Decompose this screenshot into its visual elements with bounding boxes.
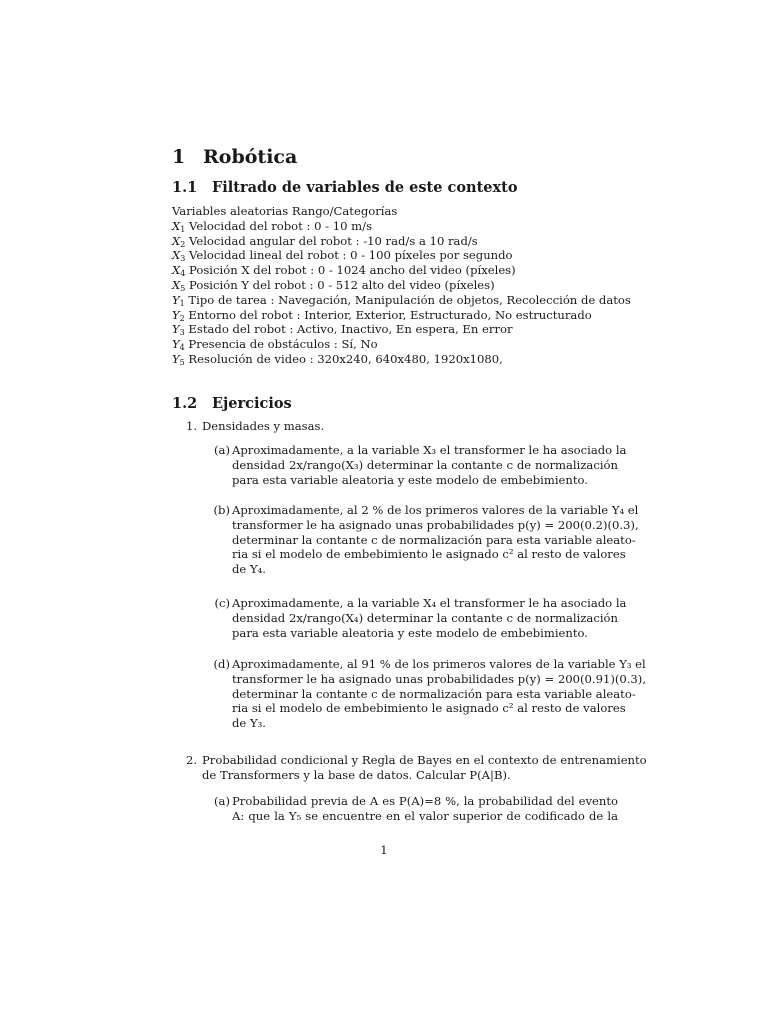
- variable-row: $X_5$ Posición Y del robot : 0 - 512 alto del video (píxeles): [172, 277, 495, 293]
- variables-list: [172, 204, 631, 367]
- item-text: Aproximadamente, al 91 % de los primeros valores de la variable Y₃ el transformer le ha asignado unas probabilidades p(y) = 200(0.91)(0.3), determinar la contante c de normalización para esta variable aleato- ria si el modelo de embebimiento le asignado c² al resto de valores de Y₃.: [232, 657, 647, 731]
- exercise-text: Probabilidad condicional y Regla de Bayes en el contexto de entrenamiento de Transformers y la base de datos. Calcular P(A|B).: [202, 753, 647, 782]
- variable-row: $X_4$ Posición X del robot : 0 - 1024 ancho del video (píxeles): [172, 263, 516, 279]
- exercise-number: 1.: [186, 419, 198, 433]
- subsection-title: Ejercicios: [212, 395, 292, 412]
- variable-row: $Y_1$ Tipo de tarea : Navegación, Manipulación de objetos, Recolección de datos: [172, 292, 631, 308]
- item-label: (a): [214, 794, 230, 808]
- variable-row: $X_3$ Velocidad lineal del robot : 0 - 100 píxeles por segundo: [172, 248, 513, 264]
- variables-header: Variables aleatorias Rango/Categorías: [172, 204, 398, 218]
- item-label: (d): [213, 657, 230, 671]
- section-title: Robótica: [203, 146, 298, 168]
- exercise-title: Densidades y masas.: [202, 419, 325, 433]
- variable-row: $Y_3$ Estado del robot : Activo, Inactivo, En espera, En error: [172, 322, 513, 338]
- variable-row: $Y_5$ Resolución de video : 320x240, 640x480, 1920x1080,: [172, 351, 503, 367]
- exercise-number: 2.: [186, 753, 198, 767]
- variable-row: $X_1$ Velocidad del robot : 0 - 10 m/s: [172, 218, 373, 234]
- variable-row: $Y_4$ Presencia de obstáculos : Sí, No: [172, 337, 378, 353]
- item-label: (c): [214, 596, 230, 610]
- subsection-number: 1.1: [172, 179, 198, 196]
- section-number: 1: [172, 146, 186, 168]
- subsection-title: Filtrado de variables de este contexto: [212, 179, 518, 196]
- item-label: (b): [213, 503, 230, 517]
- page-number: 1: [380, 843, 388, 857]
- section-heading: [172, 146, 297, 168]
- subsection-number: 1.2: [172, 395, 198, 412]
- item-text: Aproximadamente, a la variable X₄ el transformer le ha asociado la densidad 2x/rango(X₄) determinar la contante c de normalización para esta variable aleatoria y este modelo de embebimiento.: [232, 596, 627, 640]
- variable-row: $Y_2$ Entorno del robot : Interior, Exterior, Estructurado, No estructurado: [172, 307, 592, 323]
- item-text: Aproximadamente, al 2 % de los primeros valores de la variable Y₄ el transformer le ha asignado unas probabilidades p(y) = 200(0.2)(0.3), determinar la contante c de normalización para esta variable aleato- ria si el modelo de embebimiento le asignado c² al resto de valores de Y₄.: [232, 503, 639, 577]
- variable-row: $X_2$ Velocidad angular del robot : -10 rad/s a 10 rad/s: [172, 233, 478, 249]
- item-text: Probabilidad previa de A es P(A)=8 %, la probabilidad del evento A: que la Y₅ se encuentre en el valor superior de codificado de la: [232, 794, 618, 823]
- item-label: (a): [214, 443, 230, 457]
- item-text: Aproximadamente, a la variable X₃ el transformer le ha asociado la densidad 2x/rango(X₃) determinar la contante c de normalización para esta variable aleatoria y este modelo de embebimiento.: [232, 443, 627, 487]
- subsection-heading-filtrado: [172, 179, 518, 196]
- subsection-heading-ejercicios: [172, 395, 292, 412]
